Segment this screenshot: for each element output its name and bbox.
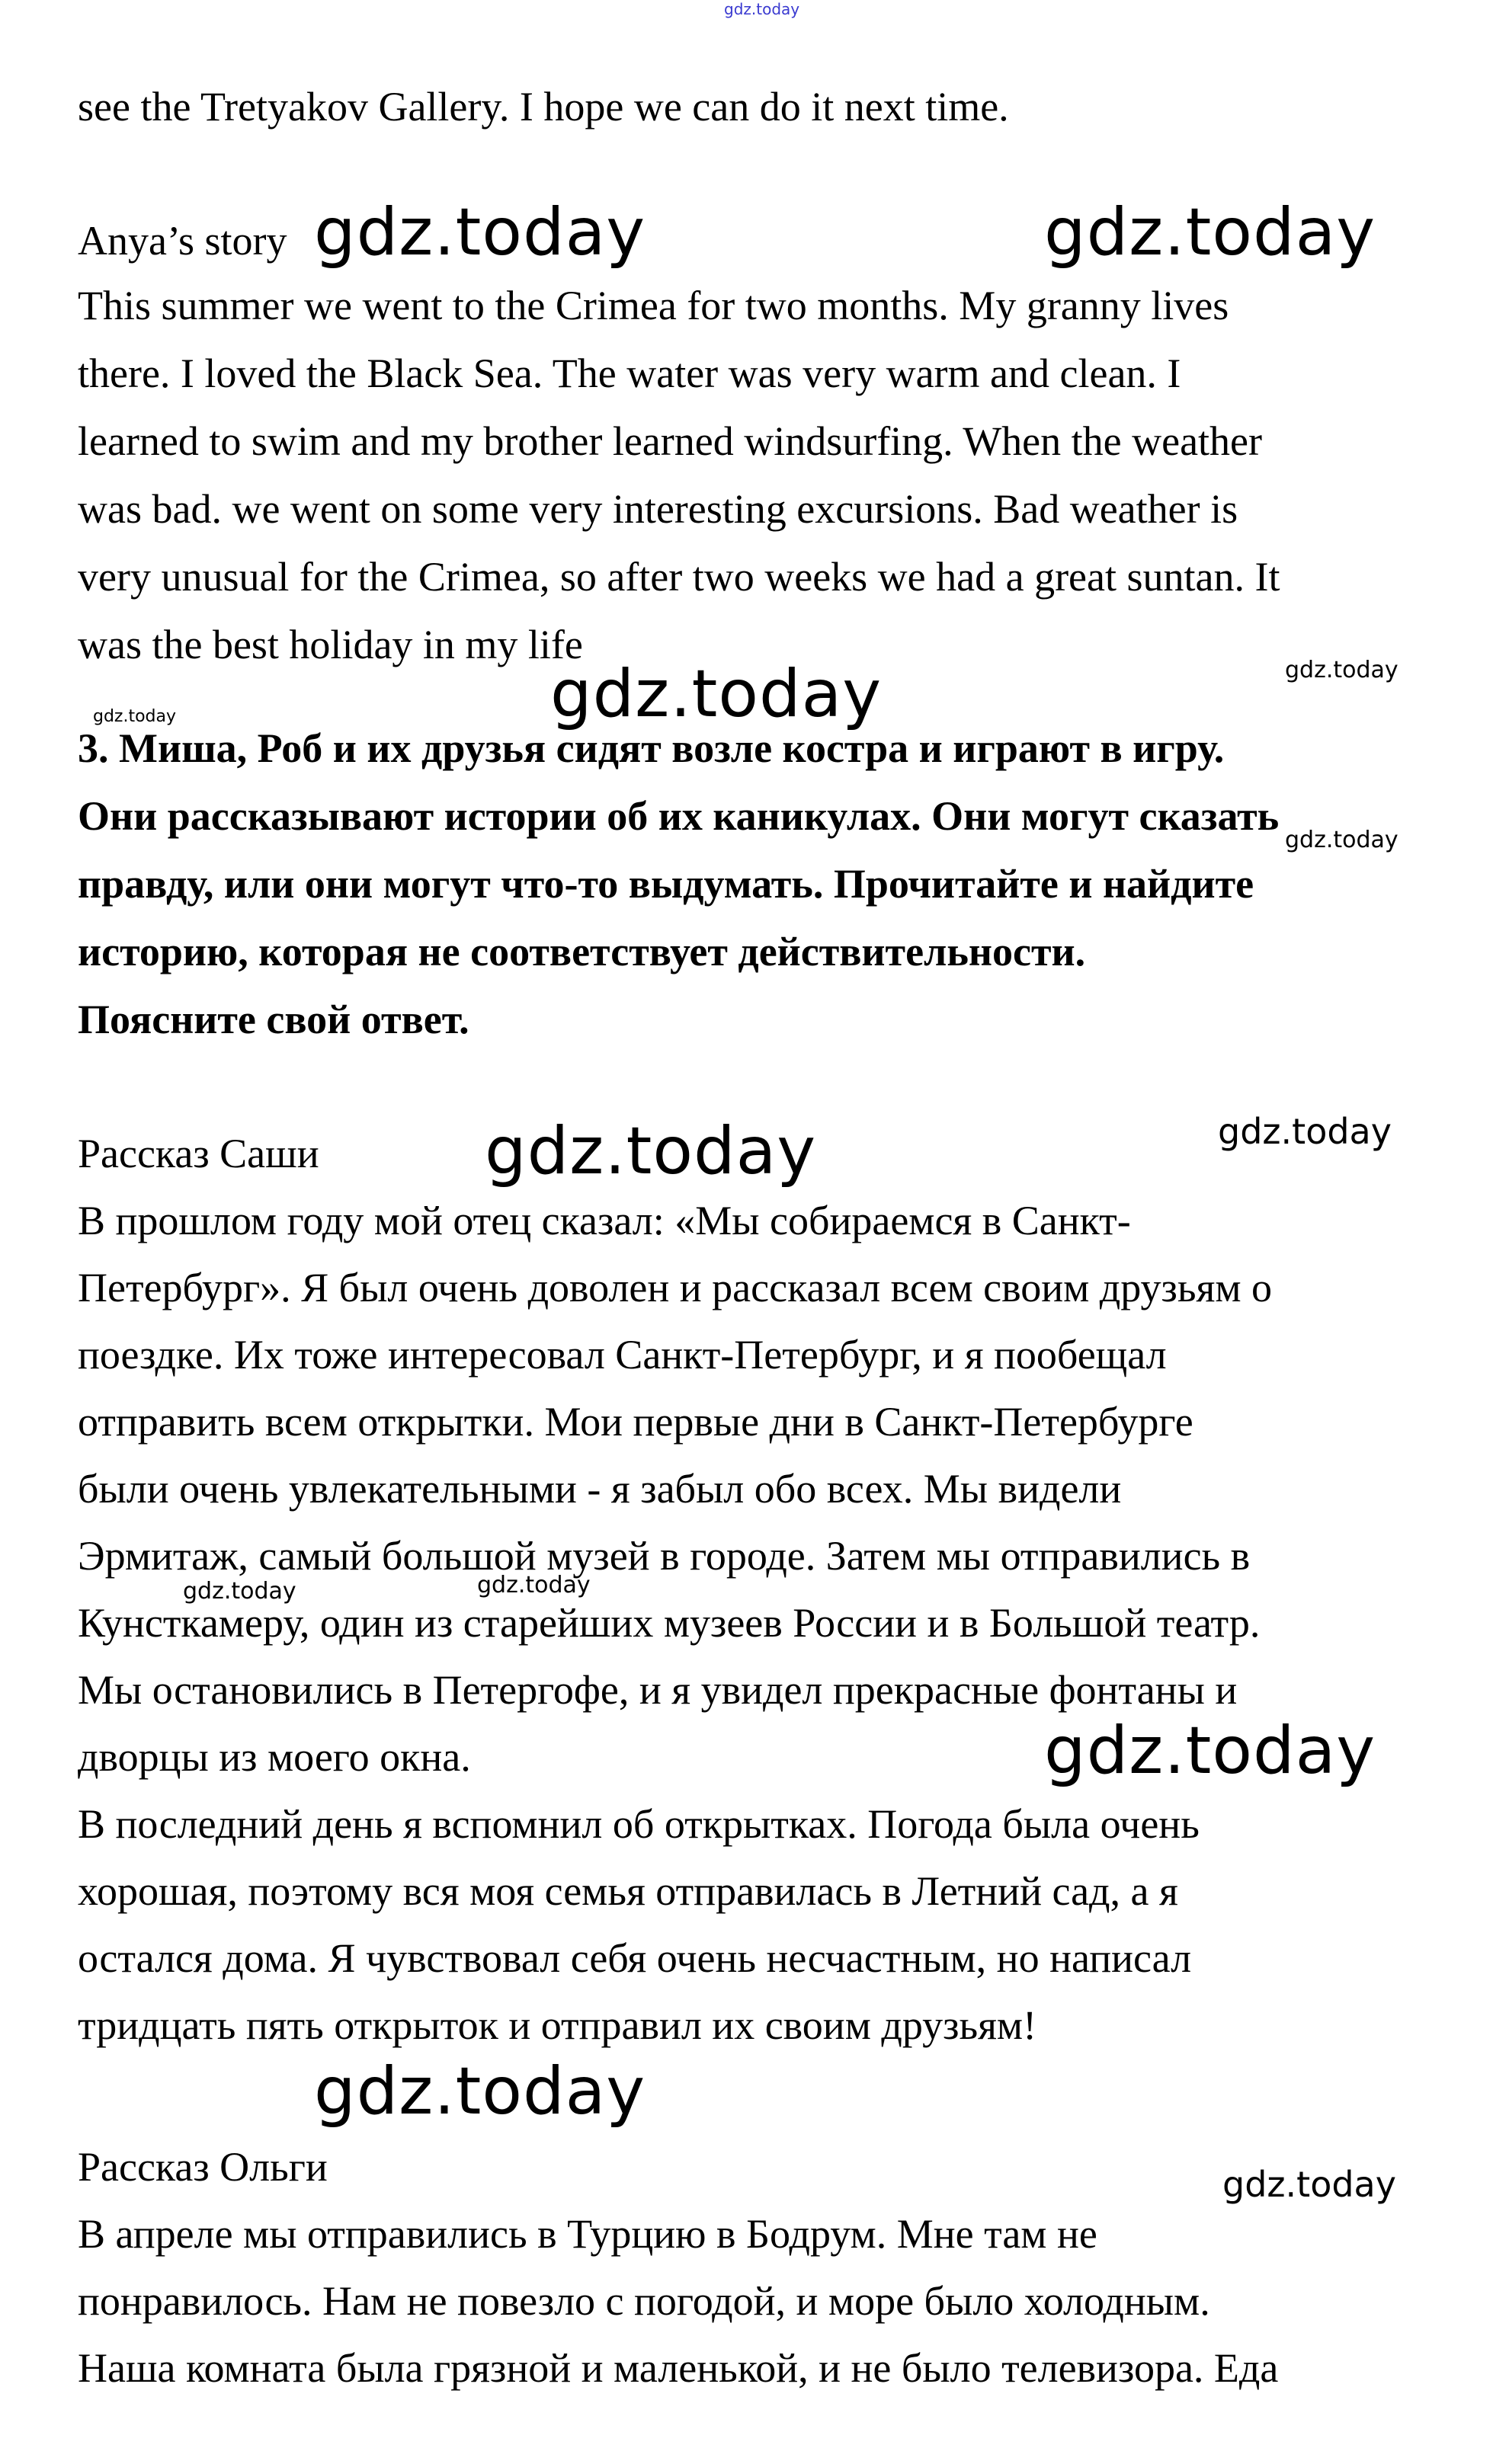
- watermark-overlay: gdz.today: [1285, 827, 1398, 853]
- task-heading-line: Поясните свой ответ.: [78, 997, 469, 1042]
- task-heading-line: историю, которая не соответствует действительности.: [78, 929, 1086, 974]
- watermark-top: gdz.today: [724, 0, 800, 18]
- watermark-overlay: gdz.today: [183, 1578, 296, 1605]
- anya-story-line: learned to swim and my brother learned windsurfing. When the weather: [78, 418, 1263, 464]
- watermark-overlay: gdz.today: [477, 1572, 591, 1598]
- sasha-story-line: В прошлом году мой отец сказал: «Мы собираемся в Санкт-: [78, 1198, 1131, 1243]
- sasha-story-line: хорошая, поэтому вся моя семья отправилась в Летний сад, а я: [78, 1868, 1178, 1914]
- watermark-overlay: gdz.today: [485, 1113, 817, 1189]
- olga-story-line: В апреле мы отправились в Турцию в Бодрум. Мне там не: [78, 2211, 1097, 2257]
- anya-story-line: This summer we went to the Crimea for two months. My granny lives: [78, 283, 1229, 328]
- sasha-story-line: Эрмитаж, самый большой музей в городе. Затем мы отправились в: [78, 1533, 1251, 1579]
- watermark-overlay: gdz.today: [1222, 2164, 1396, 2205]
- sasha-story-line: были очень увлекательными - я забыл обо всех. Мы видели: [78, 1466, 1122, 1512]
- watermark-overlay: gdz.today: [1285, 657, 1398, 683]
- anya-story-line: very unusual for the Crimea, so after two weeks we had a great suntan. It: [78, 554, 1280, 600]
- watermark-overlay: gdz.today: [93, 707, 177, 726]
- sasha-story-line: отправить всем открытки. Мои первые дни в Санкт-Петербурге: [78, 1399, 1193, 1445]
- sasha-story-title: Рассказ Саши: [78, 1131, 319, 1176]
- watermark-overlay: gdz.today: [1044, 1713, 1376, 1789]
- intro-line: see the Tretyakov Gallery. I hope we can do it next time.: [78, 84, 1009, 130]
- sasha-story-line: Кунсткамеру, один из старейших музеев России и в Большой театр.: [78, 1600, 1261, 1646]
- watermark-overlay: gdz.today: [550, 656, 883, 732]
- sasha-story-line: остался дома. Я чувствовал себя очень несчастным, но написал: [78, 1935, 1192, 1981]
- sasha-story-line: Петербург». Я был очень доволен и рассказал всем своим друзьям о: [78, 1265, 1273, 1310]
- task-heading-line: правду, или они могут что-то выдумать. Прочитайте и найдите: [78, 861, 1254, 907]
- task-heading-line: 3. Миша, Роб и их друзья сидят возле костра и играют в игру.: [78, 725, 1225, 771]
- watermark-overlay: gdz.today: [314, 2053, 646, 2130]
- olga-story-line: Наша комната была грязной и маленькой, и не было телевизора. Еда: [78, 2345, 1279, 2391]
- watermark-overlay: gdz.today: [1044, 194, 1376, 270]
- anya-story-line: was the best holiday in my life: [78, 622, 583, 667]
- task-heading-line: Они рассказывают истории об их каникулах. Они могут сказать: [78, 793, 1280, 839]
- sasha-story-line: дворцы из моего окна.: [78, 1734, 471, 1780]
- olga-story-line: понравилось. Нам не повезло с погодой, и море было холодным.: [78, 2278, 1210, 2324]
- sasha-story-line: Мы остановились в Петергофе, и я увидел прекрасные фонтаны и: [78, 1667, 1238, 1713]
- watermark-overlay: gdz.today: [314, 194, 646, 270]
- watermark-overlay: gdz.today: [1218, 1111, 1392, 1152]
- sasha-story-line: поездке. Их тоже интересовал Санкт-Петербург, и я пообещал: [78, 1332, 1167, 1378]
- sasha-story-line: В последний день я вспомнил об открытках. Погода была очень: [78, 1801, 1200, 1847]
- anya-story-line: there. I loved the Black Sea. The water was very warm and clean. I: [78, 350, 1181, 396]
- olga-story-title: Рассказ Ольги: [78, 2144, 328, 2190]
- anya-story-title: Anya’s story: [78, 218, 287, 264]
- sasha-story-line: тридцать пять открыток и отправил их своим друзьям!: [78, 2002, 1037, 2048]
- anya-story-line: was bad. we went on some very interesting excursions. Bad weather is: [78, 486, 1238, 532]
